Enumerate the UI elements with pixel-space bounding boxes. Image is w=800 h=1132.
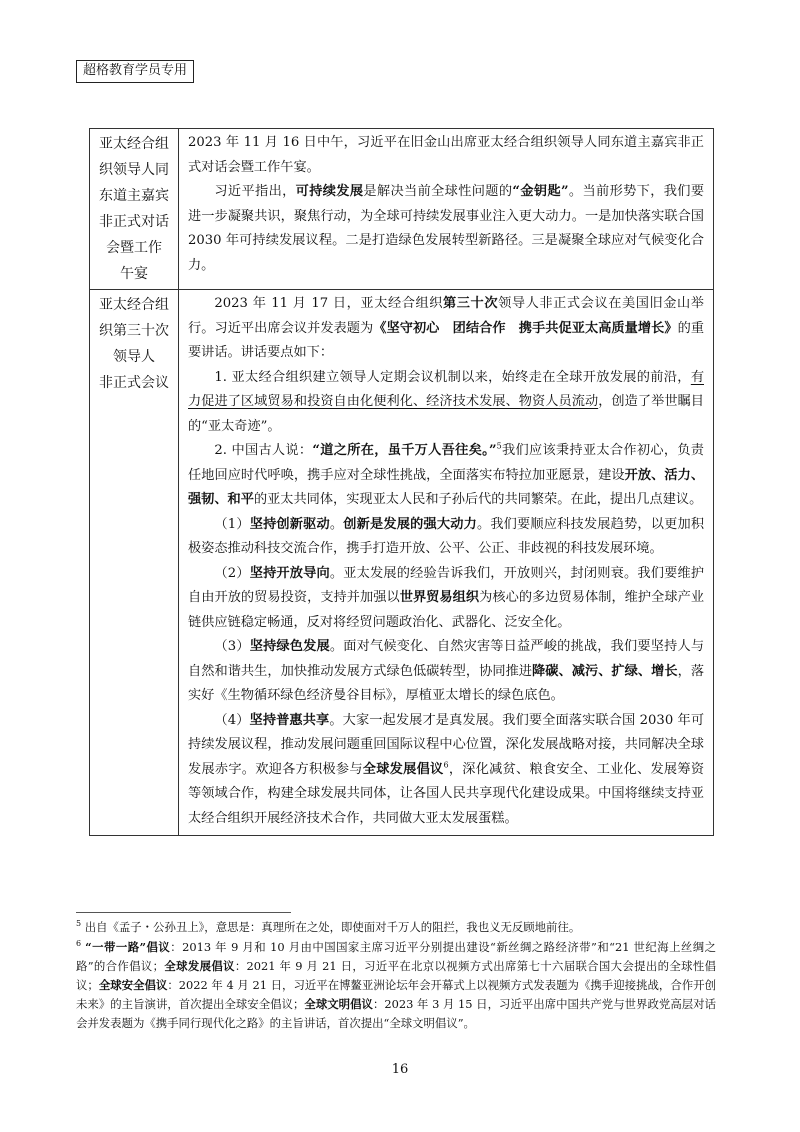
- page-number: 16: [391, 1062, 409, 1077]
- paragraph: （2）坚持开放导向。亚太发展的经验告诉我们，开放则兴，封闭则衰。我们要维护自由开放的贸易投资，支持并加强以世界贸易组织为核心的多边贸易体制，维护全球产业链供应链稳定畅通，反对将经贸问题政治化、武器化、泛安全化。: [188, 565, 705, 630]
- footnote-5: $^5$ 出自《孟子・公孙丑上》，意思是：真理所在之处，即使面对千万人的阻拦，我也义无反顾地前往。: [76, 919, 581, 934]
- label-line: 织领导人同: [99, 162, 169, 178]
- paragraph: （3）坚持绿色发展。面对气候变化、自然灾害等日益严峻的挑战，我们要坚持人与自然和谐共生，加快推动发展方式绿色低碳转型，协同推进降碳、减污、扩绿、增长，落实好《生物循环绿色经济曼谷目标》，厚植亚太增长的绿色底色。: [188, 639, 705, 703]
- paragraph: （4）坚持普惠共享。大家一起发展才是真发展。我们要全面落实联合国 2030 年可持续发展议程，推动发展问题重回国际议程中心位置，深化发展战略对接，共同解决全球发展赤字。欢迎各方积极参与全球发展倡议$^6$，深化减贫、粮食安全、工业化、发展筹资等领域合作，构建全球发展共同体，让各国人民共享现代化建设成果。中国将继续支持亚太经合组织开展经济技术合作，共同做大亚太发展蛋糕。: [188, 712, 705, 826]
- header-tag: 超格教育学员专用: [76, 60, 194, 83]
- footnote-ref: 6: [443, 760, 449, 770]
- row-content: [179, 290, 714, 836]
- content-table: [89, 128, 714, 836]
- label-line: 领导人: [113, 349, 155, 365]
- label-line: 亚太经合组: [99, 297, 169, 313]
- row-label: [90, 129, 179, 290]
- paragraph: 2023 年 11 月 17 日，亚太经合组织第三十次领导人非正式会议在美国旧金山举行。习近平出席会议并发表题为《坚守初心 团结合作 携手共促亚太高质量增长》的重要讲话。讲话要点如下：: [188, 296, 705, 360]
- label-line: 非正式会议: [99, 375, 169, 391]
- label-line: 会暨工作: [106, 240, 162, 256]
- row-label: [90, 290, 179, 836]
- label-line: 东道主嘉宾: [99, 188, 169, 204]
- paragraph: 1. 亚太经合组织建立领导人定期会议机制以来，始终走在全球开放发展的前沿，有力促进了区域贸易和投资自由化便利化、经济技术发展、物资人员流动，创造了举世瞩目的“亚太奇迹”。: [188, 369, 704, 434]
- footnote-ref: 5: [496, 441, 502, 451]
- table-row: [90, 290, 714, 836]
- paragraph: 习近平指出，可持续发展是解决当前全球性问题的“金钥匙”。当前形势下，我们要进一步凝聚共识，聚焦行动，为全球可持续发展事业注入更大动力。一是加快落实联合国 2030 年可持续发展议程。二是打造绿色发展转型新路径。三是凝聚全球应对气候变化合力。: [188, 184, 705, 273]
- paragraph: 2023 年 11 月 16 日中午，习近平在旧金山出席亚太经合组织领导人同东道主嘉宾非正式对话会暨工作午宴。: [188, 135, 704, 175]
- paragraph: 2. 中国古人说：“道之所在，虽千万人吾往矣。”$^5$我们应该秉持亚太合作初心，负责任地回应时代呼唤，携手应对全球性挑战，全面落实布特拉加亚愿景，建设开放、活力、强韧、和平的亚太共同体，实现亚太人民和子孙后代的共同繁荣。在此，提出几点建议。: [188, 441, 705, 507]
- label-line: 织第三十次: [99, 323, 169, 339]
- label-line: 亚太经合组: [99, 136, 169, 152]
- row-content: [179, 129, 714, 290]
- label-line: 非正式对话: [99, 214, 169, 230]
- footnote-divider: [76, 912, 291, 913]
- table-row: [90, 129, 714, 290]
- label-line: 午宴: [120, 266, 148, 282]
- footnote-6: $^6$ “一带一路”倡议：2013 年 9 月和 10 月由中国国家主席习近平分别提出建设“新丝绸之路经济带”和“21 世纪海上丝绸之路”的合作倡议；全球发展倡议：2021 年 9 月 21 日，习近平在北京以视频方式出席第七十六届联合国大会提出的全球性倡议；全球安全倡议：2022 年 4 月 21 日，习近平在博鳌亚洲论坛年会开幕式上以视频方式发表题为《携手迎接挑战，合作开创未来》的主旨演讲，首次提出全球安全倡议；全球文明倡议：2023 年 3 月 15 日，习近平出席中国共产党与世界政党高层对话会并发表题为《携手同行现代化之路》的主旨讲话，首次提出“全球文明倡议”。: [76, 939, 717, 1030]
- paragraph: （1）坚持创新驱动。创新是发展的强大动力。我们要顺应科技发展趋势，以更加积极姿态推动科技交流合作，携手打造开放、公平、公正、非歧视的科技发展环境。: [188, 516, 705, 556]
